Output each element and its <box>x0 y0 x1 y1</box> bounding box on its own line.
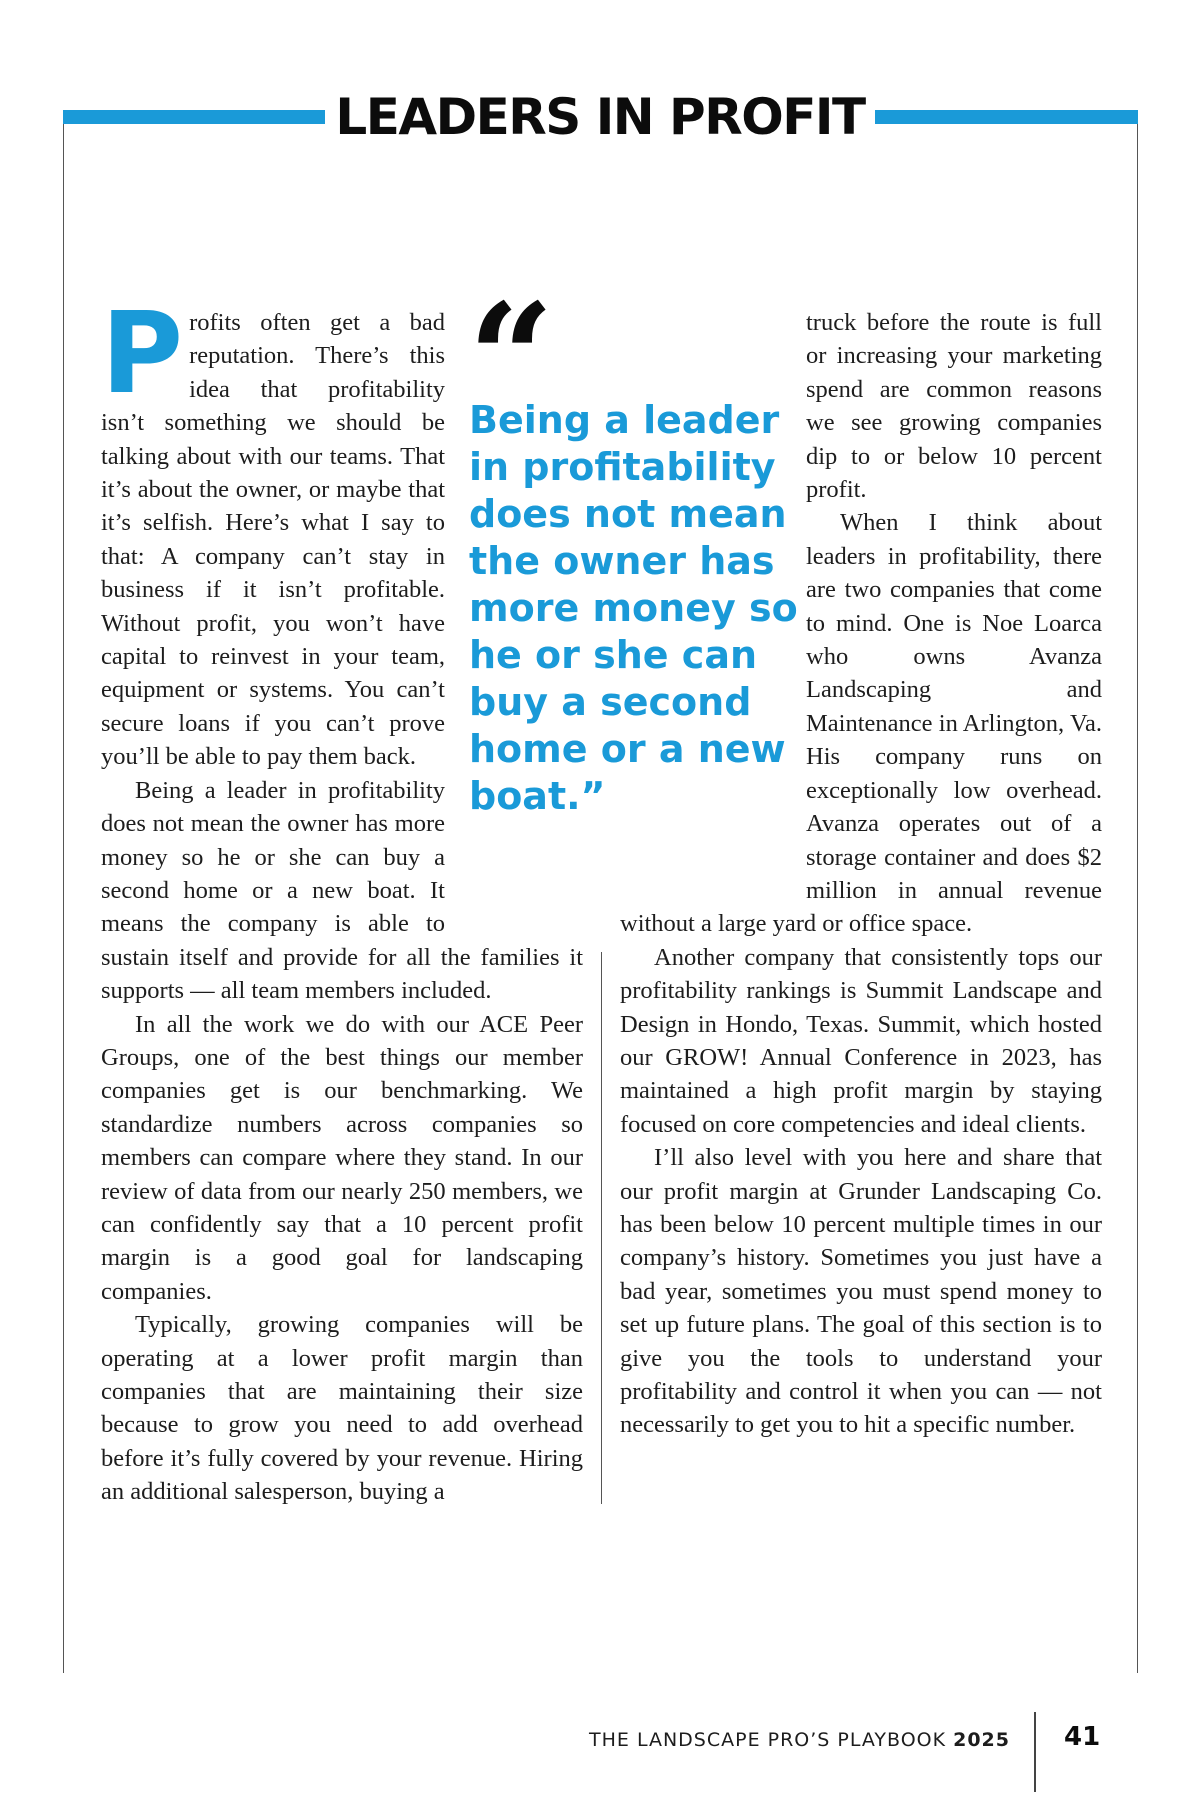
article-paragraph: When I think about leaders in profitability, there are two companies that come to mind. One is Noe Loarca who owns Avanza Landscaping and Maintenance in Arlington, Va. His company runs on exceptionally low overhead. Avanza operates out of a storage container and does $2 million in annual revenue without a large yard or office space. <box>620 509 1102 938</box>
article-paragraph: truck before the route is full or increasing your marketing spend are common reasons we see growing companies dip to or below 10 percent profit. <box>806 309 1102 504</box>
pull-quote: Being a leader in profitability does not mean the owner has more money so he or she can buy a second home or a new boat.” <box>469 398 798 818</box>
page-frame-left-rule <box>63 118 64 1673</box>
quote-mark-icon: “ <box>468 271 555 447</box>
footer-publication <box>0 1729 1010 1751</box>
publication-year: 2025 <box>953 1729 1010 1751</box>
article-paragraph: I’ll also level with you here and share that our profit margin at Grunder Landscaping Co. has been below 10 percent multiple times in our company’s history. Sometimes you just have a bad year, sometimes you must spend money to set up future plans. The goal of this section is to give you the tools to understand your profitability and control it when you can — not necessarily to get you to hit a specific number. <box>620 1144 1102 1439</box>
article-paragraph: Profits often get a bad reputation. There’s this idea that profitability isn’t something we should be talking about with our teams. That it’s about the owner, or maybe that it’s selfish. Here’s what I say to that: A company can’t stay in business if it isn’t profitable. Without profit, you won’t have capital to reinvest in your team, equipment or systems. You can’t secure loans if you can’t prove you’ll be able to pay them back. <box>101 289 445 771</box>
header-bar-right <box>875 110 1138 124</box>
article-paragraph: In all the work we do with our ACE Peer Groups, one of the best things our member companies get is our benchmarking. We standardize numbers across companies so members can compare where they stand. In our review of data from our nearly 250 members, we can confidently say that a 10 percent profit margin is a good goal for landscaping companies. <box>101 1010 583 1305</box>
article-paragraph: Typically, growing companies will be operating at a lower profit margin than companies that are maintaining their size because to grow you need to add overhead before it’s fully covered by your revenue. Hiring an additional salesperson, buying a <box>101 1311 583 1506</box>
page-number: 41 <box>1064 1722 1101 1752</box>
publication-name: THE LANDSCAPE PRO’S PLAYBOOK <box>589 1729 947 1751</box>
footer-divider <box>1034 1712 1036 1792</box>
column-divider <box>601 952 602 1504</box>
drop-cap: P <box>101 289 184 419</box>
page-frame-right-rule <box>1137 118 1138 1673</box>
article-paragraph: Another company that consistently tops our profitability rankings is Summit Landscape and Design in Hondo, Texas. Summit, which hosted our GROW! Annual Conference in 2023, has maintained a high profit margin by staying focused on core competencies and ideal clients. <box>620 943 1102 1138</box>
header-bar-left <box>63 110 325 124</box>
section-title: LEADERS IN PROFIT <box>335 88 865 146</box>
article-paragraph: Being a leader in profitability does not mean the owner has more money so he or she can buy a second home or a new boat. It means the company is able to sustain itself and provide for all the families it supports — all team members included. <box>101 776 583 1005</box>
